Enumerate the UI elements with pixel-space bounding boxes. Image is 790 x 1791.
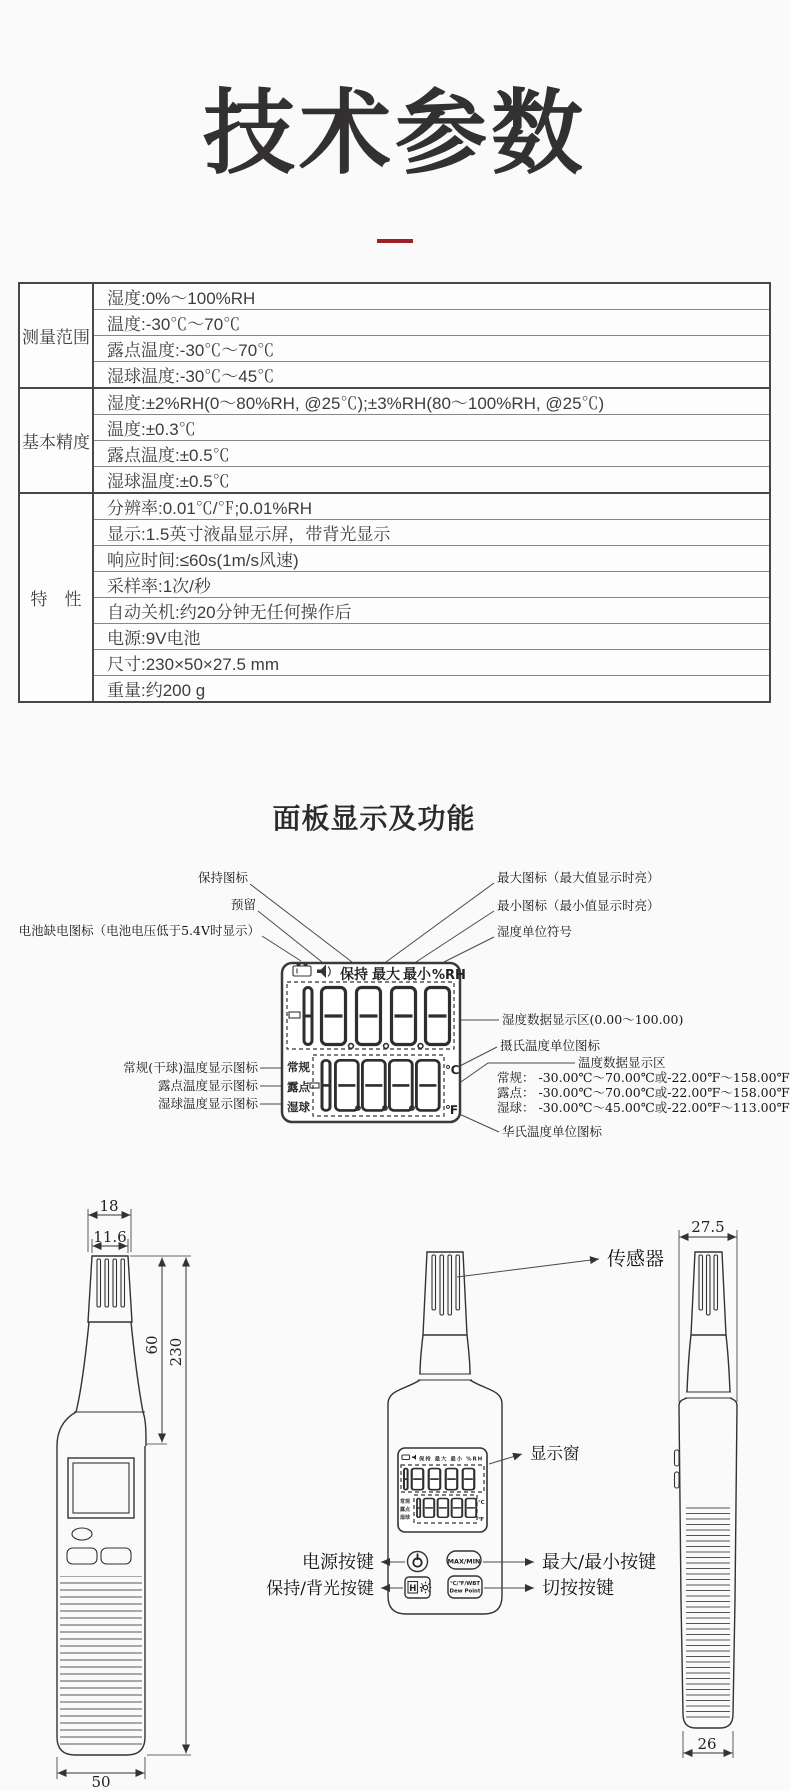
hold-backlight-button — [405, 1577, 431, 1598]
dim-rib-width: 11.6 — [93, 1228, 127, 1246]
table-row — [19, 493, 770, 520]
table-row — [19, 467, 770, 494]
table-row — [19, 520, 770, 546]
spec-value: 湿球温度:±0.5℃ — [93, 467, 770, 494]
table-row — [19, 546, 770, 572]
spec-group-label: 特 性 — [19, 493, 93, 702]
table-row — [19, 388, 770, 415]
table-row — [19, 650, 770, 676]
spec-value: 电源:9V电池 — [93, 624, 770, 650]
callout-battery-icon: 电池缺电图标（电池电压低于5.4V时显示） — [18, 923, 260, 938]
front-button-right — [101, 1548, 131, 1564]
callout-hold-backlight-button: 保持/背光按键 — [266, 1579, 374, 1599]
lcd-celsius-unit: ℃ — [445, 1063, 460, 1077]
unit-toggle-button — [448, 1576, 482, 1598]
table-row — [19, 441, 770, 467]
lcd-rh-unit: %RH — [432, 968, 466, 983]
device-front-view-buttons — [388, 1252, 502, 1614]
callout-range-dew: 露点： -30.00℃～70.00℃或-22.00℉～158.00℉ — [497, 1085, 790, 1100]
spec-group-label: 测量范围 — [19, 283, 93, 388]
callout-dew-icon: 露点温度显示图标 — [157, 1078, 258, 1093]
front-grip-ribs — [60, 1576, 142, 1746]
table-row — [19, 624, 770, 650]
spec-value: 重量:约200 g — [93, 676, 770, 703]
table-row — [19, 598, 770, 624]
lcd-min-label: 最小 — [403, 967, 431, 983]
callout-power-button: 电源按键 — [302, 1552, 374, 1573]
callout-humidity-area: 湿度数据显示区(0.00～100.00) — [502, 1012, 684, 1027]
mini-lcd-icon-row: 保持 最大 最小 %RH — [419, 1456, 484, 1463]
dim-body-length: 230 — [167, 1337, 185, 1367]
unit-button-line2: Dew Point — [449, 1588, 481, 1595]
maxmin-button — [447, 1551, 481, 1569]
dim-sensor-length: 60 — [143, 1335, 161, 1355]
mini-lcd-fahrenheit: ℉ — [478, 1517, 484, 1523]
side-grip-ribs — [686, 1505, 730, 1720]
spec-value: 自动关机:约20分钟无任何操作后 — [93, 598, 770, 624]
side-button-bump-1 — [675, 1450, 680, 1466]
table-row — [19, 676, 770, 703]
lcd-wet-label: 湿球 — [287, 1100, 310, 1114]
device-front-view — [57, 1256, 146, 1755]
mini-lcd — [398, 1448, 487, 1532]
callout-hold-icon: 保持图标 — [197, 870, 248, 885]
callout-temp-area: 温度数据显示区 — [578, 1055, 666, 1070]
dim-head-width: 18 — [99, 1197, 119, 1215]
spec-value: 湿度:±2%RH(0～80%RH, @25℃);±3%RH(80～100%RH, @25℃) — [93, 388, 770, 415]
front-button-left — [67, 1548, 97, 1564]
title-divider — [377, 239, 413, 243]
dim-front-width: 50 — [91, 1773, 111, 1791]
spec-value: 响应时间:≤60s(1m/s风速) — [93, 546, 770, 572]
mini-lcd-wet: 湿球 — [400, 1515, 411, 1521]
spec-value: 露点温度:±0.5℃ — [93, 441, 770, 467]
hold-button-h: H — [409, 1583, 417, 1594]
table-row — [19, 283, 770, 310]
spec-value: 湿度:0%～100%RH — [107, 289, 256, 308]
callout-range-wet: 湿球： -30.00℃～45.00℃或-22.00℉～113.00℉ — [497, 1100, 790, 1115]
spec-value: 显示:1.5英寸液晶显示屏，带背光显示 — [93, 520, 770, 546]
spec-value: 分辨率:0.01℃/℉;0.01%RH — [93, 493, 770, 520]
callout-fahrenheit-icon: 华氏温度单位图标 — [502, 1124, 603, 1139]
maxmin-button-label: MAX/MIN — [447, 1557, 481, 1566]
mini-lcd-dew: 露点 — [400, 1507, 411, 1513]
lcd-normal-label: 常规 — [287, 1060, 310, 1074]
front-oval-button — [72, 1528, 92, 1540]
table-row — [19, 362, 770, 389]
callout-range-normal: 常规： -30.00℃～70.00℃或-22.00℉～158.00℉ — [497, 1070, 790, 1085]
callout-normal-icon: 常规(干球)温度显示图标 — [123, 1060, 258, 1075]
table-row — [19, 336, 770, 362]
unit-button-line1: ℃/℉/WBT — [449, 1581, 481, 1587]
callout-min-icon: 最小图标（最小值显示时亮） — [497, 898, 660, 913]
callout-humidity-unit: 湿度单位符号 — [497, 924, 573, 939]
callout-maxmin-button: 最大/最小按键 — [542, 1552, 657, 1573]
spec-value: 采样率:1次/秒 — [93, 572, 770, 598]
callout-max-icon: 最大图标（最大值显示时亮） — [497, 870, 660, 885]
page-title: 技术参数 — [202, 83, 587, 185]
mini-lcd-normal: 常规 — [400, 1499, 411, 1505]
spec-value: 露点温度:-30℃～70℃ — [93, 336, 770, 362]
hold-button-slash: / — [420, 1584, 424, 1593]
callout-reserved: 预留 — [230, 897, 256, 912]
table-row — [19, 572, 770, 598]
table-row — [19, 310, 770, 336]
callout-celsius-icon: 摄氏温度单位图标 — [500, 1038, 601, 1053]
callout-wet-icon: 湿球温度显示图标 — [157, 1096, 258, 1111]
lcd-hold-label: 保持 — [340, 967, 368, 983]
table-row — [19, 415, 770, 441]
side-button-bump-2 — [675, 1472, 680, 1488]
spec-table — [18, 282, 771, 703]
spec-value: 尺寸:230×50×27.5 mm — [93, 650, 770, 676]
dim-bottom-depth: 26 — [697, 1735, 717, 1753]
lcd-max-label: 最大 — [372, 967, 400, 983]
callout-toggle-button: 切按按键 — [542, 1578, 614, 1599]
mini-lcd-celsius: ℃ — [478, 1500, 485, 1506]
lcd-panel-diagram — [0, 845, 790, 1155]
spec-value: 温度:-30℃～70℃ — [93, 310, 770, 336]
power-button — [408, 1552, 428, 1572]
lcd-dew-label: 露点 — [287, 1080, 310, 1094]
device-side-view — [675, 1252, 738, 1728]
spec-group-label: 基本精度 — [19, 388, 93, 493]
front-display-window — [68, 1458, 134, 1518]
panel-section-heading: 面板显示及功能 — [272, 803, 476, 834]
callout-display-window: 显示窗 — [530, 1444, 580, 1463]
lcd-fahrenheit-unit: ℉ — [445, 1103, 459, 1117]
device-drawings — [0, 1190, 790, 1791]
callout-sensor: 传感器 — [607, 1248, 665, 1270]
spec-value: 温度:±0.3℃ — [93, 415, 770, 441]
lcd-screen — [282, 963, 466, 1122]
dim-depth: 27.5 — [691, 1218, 725, 1236]
spec-value: 湿球温度:-30℃～45℃ — [93, 362, 770, 389]
